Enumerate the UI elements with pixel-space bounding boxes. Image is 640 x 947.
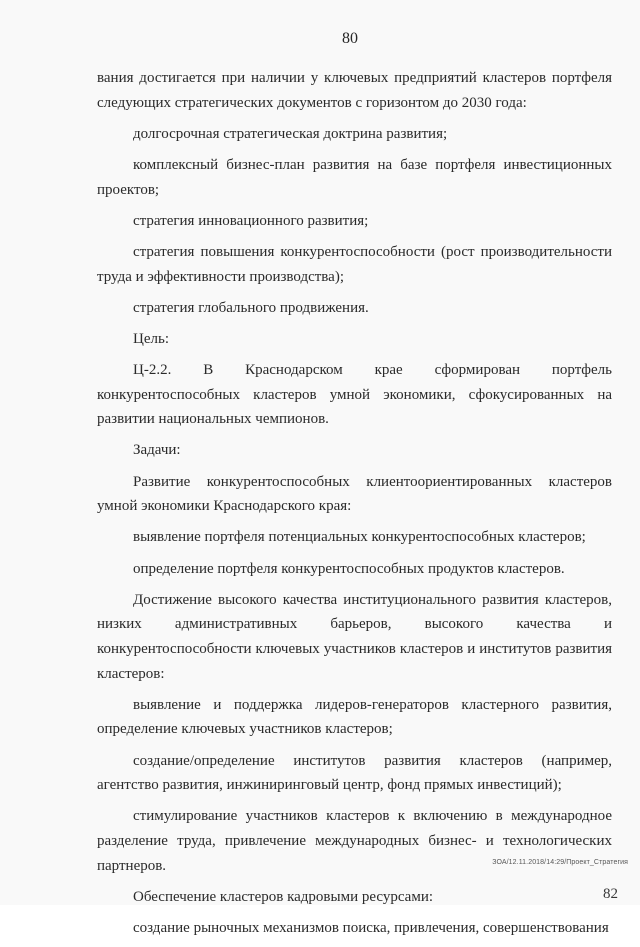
paragraph: вания достигается при наличии у ключевых предприятий кластеров портфеля следующих стратегических документов с горизонтом до 2030 года: [97,70,612,111]
paragraph: Достижение высокого качества институционального развития кластеров, низких административных барьеров, высокого качества и конкурентоспособности ключевых участников кластеров и институтов развития кластеров: [97,591,612,682]
paragraph: стратегия глобального продвижения. [133,299,369,316]
footer-reference: ЗОА/12.11.2018/14:29/Проект_Стратегия [492,859,628,866]
body-text [97,66,612,947]
paragraph: выявление портфеля потенциальных конкурентоспособных кластеров; [133,529,586,546]
paragraph: определение портфеля конкурентоспособных продуктов кластеров. [133,560,565,577]
paragraph: долгосрочная стратегическая доктрина развития; [133,125,448,142]
paragraph: стратегия инновационного развития; [133,212,369,229]
bottom-page-number: 82 [603,886,618,902]
paragraph: стратегия повышения конкурентоспособности (рост производительности труда и эффективности производства); [97,243,612,285]
page-number: 80 [342,30,358,47]
paragraph: Обеспечение кластеров кадровыми ресурсами: [133,888,434,905]
paragraph: Цель: [133,330,169,347]
paragraph: выявление и поддержка лидеров-генераторов кластерного развития, определение ключевых участников кластеров; [97,696,612,738]
paragraph: стимулирование участников кластеров к включению в международное разделение труда, привлечение международных бизнес- и технологических партнеров. [97,808,612,874]
paragraph: Развитие конкурентоспособных клиентоориентированных кластеров умной экономики Краснодарского края: [97,473,612,515]
paragraph: создание/определение институтов развития кластеров (например, агентство развития, инжиниринговый центр, фонд прямых инвестиций); [97,752,612,794]
paragraph: создание рыночных механизмов поиска, привлечения, совершенствования [133,919,609,936]
paragraph: комплексный бизнес-план развития на базе портфеля инвестиционных проектов; [97,156,612,198]
paragraph: Ц-2.2. В Краснодарском крае сформирован портфель конкурентоспособных кластеров умной экономики, сфокусированных на развитии национальных чемпионов. [97,362,612,428]
paragraph: Задачи: [133,442,181,459]
